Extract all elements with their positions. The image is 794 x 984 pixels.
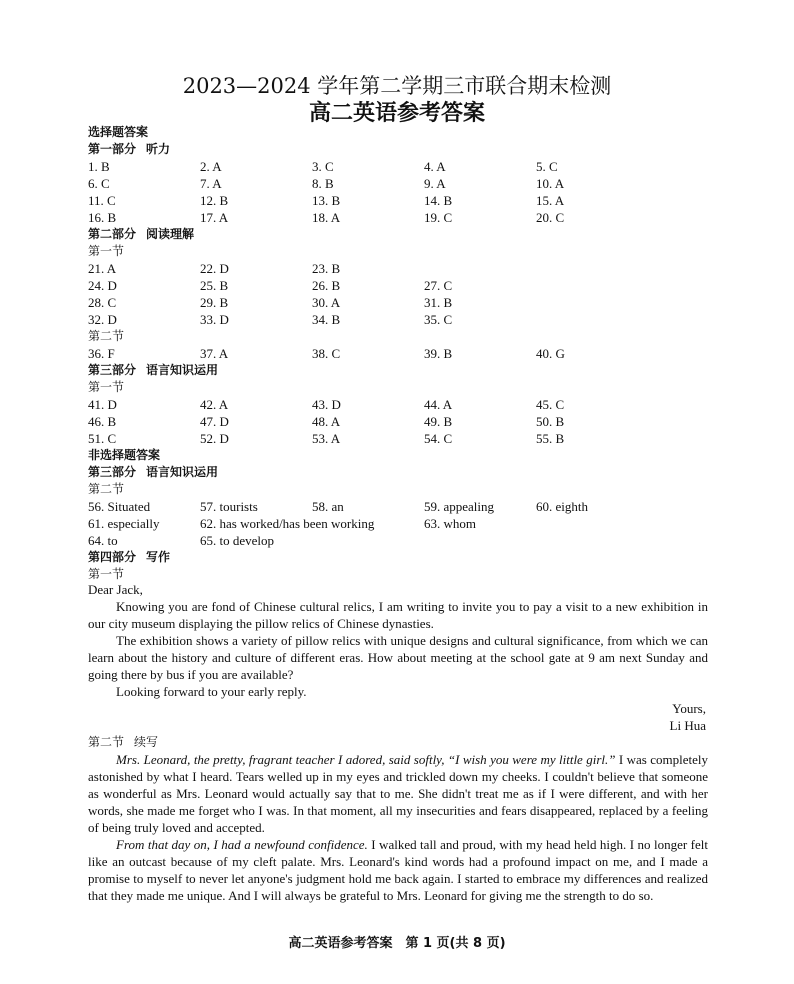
answer-cell: 15. A [536, 193, 565, 208]
answer-cell: 17. A [200, 210, 229, 225]
answer-cell: 22. D [200, 261, 229, 276]
answer-row [88, 277, 708, 294]
answer-cell: 12. B [200, 193, 229, 208]
answer-cell: 39. B [424, 346, 453, 361]
answer-cell: 58. an [312, 499, 344, 514]
answer-row [88, 209, 708, 226]
answer-cell: 37. A [200, 346, 229, 361]
answer-cell: 34. B [312, 312, 341, 327]
answer-cell: 59. appealing [424, 499, 495, 514]
section-heading: 第一节 [88, 567, 125, 581]
exam-title: 2023—2024 学年第二学期三市联合期末检测 [182, 74, 612, 98]
section-heading: 第二节 [88, 329, 125, 343]
answer-cell: 42. A [200, 397, 229, 412]
answer-cell: 16. B [88, 210, 117, 225]
answer-cell: 61. especially [88, 516, 160, 531]
answer-cell: 1. B [88, 159, 110, 174]
part-label: 第一部分 [88, 142, 137, 156]
part-label: 第三部分 [88, 363, 137, 377]
part-label: 第四部分 [88, 550, 137, 564]
letter-paragraph: Knowing you are fond of Chinese cultural relics, I am writing to invite you to pay a visit to a new exhibition in our city museum displaying the pillow relics of Chinese dynasties. [88, 599, 708, 631]
nonmc-heading: 非选择题答案 [88, 448, 161, 462]
answer-cell: 48. A [312, 414, 341, 429]
answer-cell: 56. Situated [88, 499, 151, 514]
answer-cell: 54. C [424, 431, 453, 446]
answer-row [88, 192, 708, 209]
answer-cell: 5. C [536, 159, 558, 174]
continuation-heading [88, 734, 708, 751]
part1-heading [88, 141, 708, 158]
answer-cell: 49. B [424, 414, 453, 429]
answer-cell: 6. C [88, 176, 110, 191]
section-heading: 第一节 [88, 380, 125, 394]
answer-cell: 31. B [424, 295, 453, 310]
part-label: 第三部分 [88, 465, 137, 479]
answer-cell: 3. C [312, 159, 334, 174]
given-sentence: From that day on, I had a newfound confidence. [116, 837, 368, 852]
answer-cell: 32. D [88, 312, 117, 327]
writing-block [88, 581, 708, 904]
answer-cell: 8. B [312, 176, 334, 191]
answer-cell: 24. D [88, 278, 117, 293]
part-label: 第二部分 [88, 227, 137, 241]
answer-cell: 30. A [312, 295, 341, 310]
section-label: 第二节 [88, 735, 125, 749]
answer-cell: 29. B [200, 295, 229, 310]
answer-cell: 27. C [424, 278, 453, 293]
answer-cell: 47. D [200, 414, 229, 429]
answer-cell: 10. A [536, 176, 565, 191]
answer-cell: 20. C [536, 210, 565, 225]
answer-cell: 44. A [424, 397, 453, 412]
fill-in-row [88, 532, 708, 549]
answer-cell: 57. tourists [200, 499, 258, 514]
answer-cell: 18. A [312, 210, 341, 225]
answer-cell: 52. D [200, 431, 229, 446]
answer-cell: 26. B [312, 278, 341, 293]
answer-row [88, 175, 708, 192]
answer-cell: 51. C [88, 431, 117, 446]
section-name: 续写 [134, 735, 159, 749]
answer-cell: 46. B [88, 414, 117, 429]
part-name: 语言知识运用 [146, 465, 219, 479]
letter-greeting: Dear Jack, [88, 582, 143, 597]
part4-heading [88, 549, 708, 566]
answer-row [88, 260, 708, 277]
answer-row [88, 430, 708, 447]
paragraph-text: I was completely astonished by what I heard. Tears welled up in my eyes and trickled down my cheeks. I couldn't believe that someone as wonderful as Mrs. Leonard would actually say that to me. She didn't treat me as if I were different, and with her words, she made me forget who I was. In that moment, all my insecurities and fears disappeared, replaced by a feeling of being truly loved and accepted. [88, 752, 709, 835]
part2-heading [88, 226, 708, 243]
answer-row [88, 413, 708, 430]
answer-cell: 9. A [424, 176, 446, 191]
continuation-paragraph [88, 836, 708, 904]
letter-closing: Yours, [672, 701, 706, 716]
answer-cell: 36. F [88, 346, 115, 361]
answer-cell: 13. B [312, 193, 341, 208]
mc-heading: 选择题答案 [88, 125, 149, 139]
paragraph-text: I walked tall and proud, with my head held high. I no longer felt like an outcast because of my cleft palate. Mrs. Leonard's kind words had a profound impact on me, and I made a promise to myself to never let anyone's judgment hold me back again. I started to embrace my differences and realized that they made me unique. And I will always be grateful to Mrs. Leonard for giving me the strength to do so. [88, 837, 708, 903]
letter-paragraph: The exhibition shows a variety of pillow relics with unique designs and cultural significance, from which we can learn about the history and culture of different eras. How about meeting at the school gate at 9 am next Sunday and going there by bus if you are available? [88, 633, 708, 682]
letter-signature: Li Hua [669, 718, 706, 733]
answer-cell: 11. C [88, 193, 116, 208]
answer-cell: 60. eighth [536, 499, 588, 514]
fill-in-row [88, 498, 708, 515]
part2-section2-answers [88, 345, 708, 362]
fill-in-row [88, 515, 708, 532]
answer-row [88, 396, 708, 413]
answer-cell: 19. C [424, 210, 453, 225]
answer-cell: 41. D [88, 397, 117, 412]
part-name: 写作 [146, 550, 171, 564]
part-name: 语言知识运用 [146, 363, 219, 377]
answer-cell: 4. A [424, 159, 446, 174]
section-heading: 第一节 [88, 244, 125, 258]
part1-answers [88, 158, 708, 226]
answer-cell: 7. A [200, 176, 222, 191]
part-name: 阅读理解 [146, 227, 195, 241]
answer-cell: 55. B [536, 431, 565, 446]
given-sentence: Mrs. Leonard, the pretty, fragrant teacher I adored, said softly, “I wish you were my little girl.” [116, 752, 616, 767]
continuation-paragraph [88, 751, 708, 836]
answer-row [88, 311, 708, 328]
part3-section1-answers [88, 396, 708, 447]
part3-heading [88, 362, 708, 379]
answer-cell: 14. B [424, 193, 453, 208]
answer-cell: 28. C [88, 295, 117, 310]
answer-row [88, 158, 708, 175]
part3-heading-nonmc [88, 464, 708, 481]
answer-cell: 45. C [536, 397, 565, 412]
answer-cell: 21. A [88, 261, 117, 276]
answer-grid [88, 124, 708, 583]
section-heading: 第二节 [88, 482, 125, 496]
letter-paragraph: Looking forward to your early reply. [116, 684, 307, 699]
answer-cell: 25. B [200, 278, 229, 293]
answer-row [88, 294, 708, 311]
part-name: 听力 [146, 142, 171, 156]
answer-cell: 64. to [88, 533, 118, 548]
answer-cell: 43. D [312, 397, 341, 412]
answer-cell: 62. has worked/has been working [200, 516, 375, 531]
answer-cell: 50. B [536, 414, 565, 429]
answer-cell: 65. to develop [200, 533, 275, 548]
part2-section1-answers [88, 260, 708, 328]
answer-key-subtitle: 高二英语参考答案 [308, 100, 485, 126]
answer-row [88, 345, 708, 362]
answer-cell: 40. G [536, 346, 565, 361]
answer-cell: 33. D [200, 312, 229, 327]
answer-cell: 38. C [312, 346, 341, 361]
answer-cell: 2. A [200, 159, 222, 174]
answer-cell: 23. B [312, 261, 341, 276]
answer-cell: 53. A [312, 431, 341, 446]
page-footer: 高二英语参考答案 第 1 页(共 8 页) [288, 936, 506, 951]
answer-cell: 63. whom [424, 516, 476, 531]
answer-cell: 35. C [424, 312, 453, 327]
